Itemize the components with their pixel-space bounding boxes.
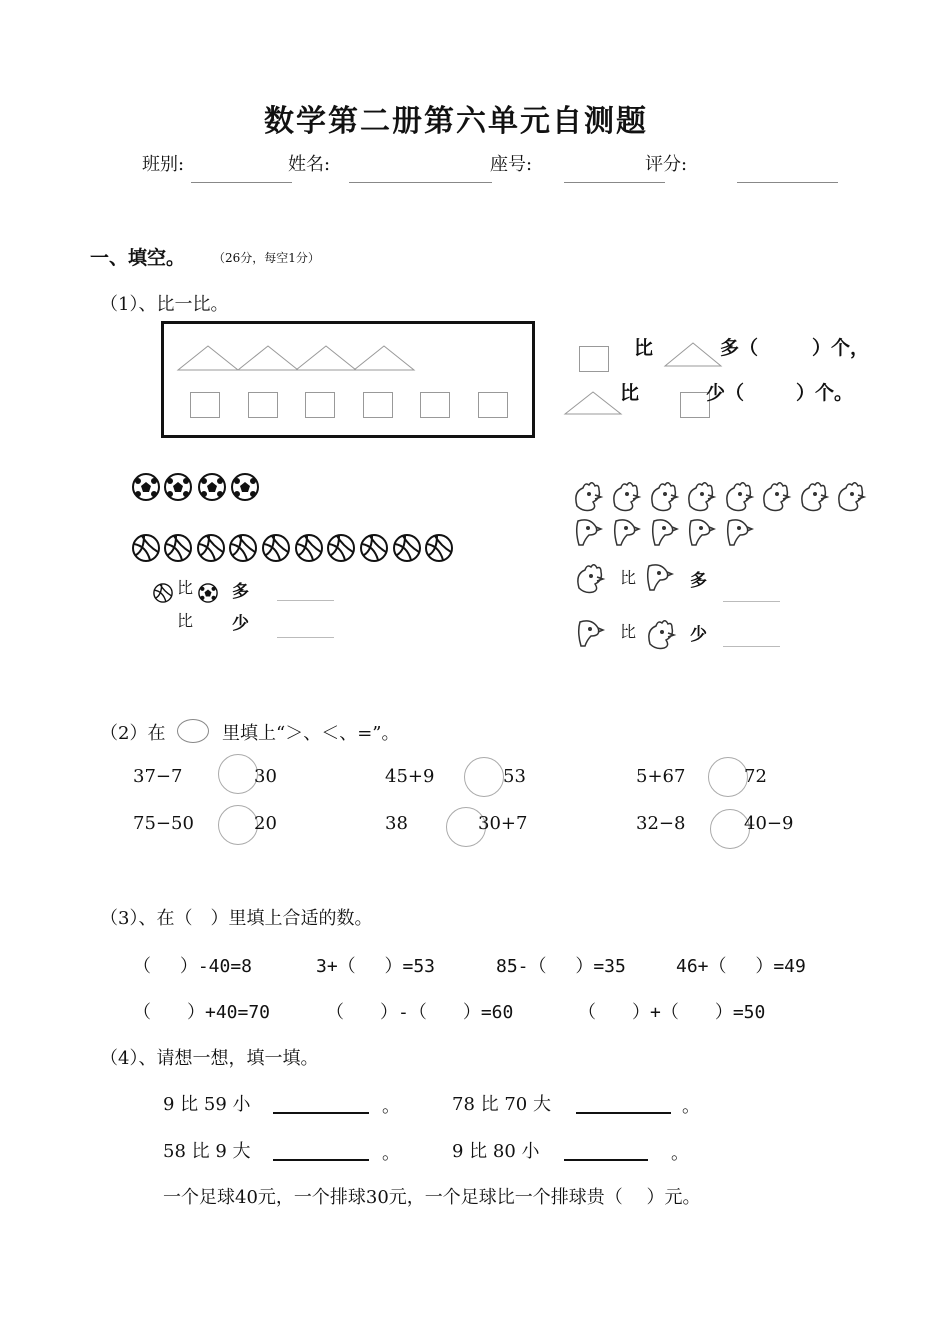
seat-field[interactable] <box>564 182 665 183</box>
q1-line2-shao: 少（ <box>706 382 745 404</box>
q1-line2-bi: 比 <box>620 382 640 404</box>
q2-item-4-left: 75−50 <box>133 813 194 834</box>
birds-answer-2[interactable] <box>723 646 780 647</box>
q2-item-6-left: 32−8 <box>636 813 686 834</box>
q2-item-1-left: 37−7 <box>133 766 183 787</box>
volleyball <box>394 535 420 561</box>
q1-label: （1）、比一比。 <box>100 294 229 315</box>
q4-label: （4）、请想一想，填一填。 <box>100 1048 319 1069</box>
name-field[interactable] <box>349 182 492 183</box>
q3-label: （3）、在（ ）里填上合适的数。 <box>100 908 373 929</box>
q3-eq-4[interactable]: 46+（ ）=49 <box>676 956 806 977</box>
shapes-box <box>161 321 535 438</box>
birds-shao: 少 <box>690 625 707 645</box>
q4-period-3: 。 <box>382 1143 400 1164</box>
q2-item-2-left: 45+9 <box>385 766 435 787</box>
compare-circle-4[interactable] <box>218 805 258 845</box>
birds-bi-2: 比 <box>620 622 637 641</box>
q4-answer-3[interactable] <box>273 1159 369 1161</box>
balls-duo: 多 <box>232 582 249 602</box>
birds-duo: 多 <box>690 571 707 591</box>
balls-shao: 少 <box>232 614 249 634</box>
q4-item-2: 78 比 70 大 <box>452 1094 551 1115</box>
square-5 <box>420 392 450 418</box>
square-2 <box>248 392 278 418</box>
volleyball <box>426 535 452 561</box>
square-4 <box>363 392 393 418</box>
balls-answer-2[interactable] <box>277 637 334 638</box>
q1-line1-bi: 比 <box>634 337 654 359</box>
volleyball <box>263 535 289 561</box>
q4-period-2: 。 <box>682 1096 700 1117</box>
q4-period-4: 。 <box>671 1143 689 1164</box>
q4-last: 一个足球40元，一个排球30元，一个足球比一个排球贵（ ）元。 <box>163 1187 701 1208</box>
q4-answer-1[interactable] <box>273 1112 369 1114</box>
class-field[interactable] <box>191 182 292 183</box>
triangles <box>164 324 532 435</box>
q2-item-3-right: 72 <box>744 766 767 787</box>
balls-bi-2: 比 <box>177 611 194 630</box>
score-label: 评分: <box>645 154 688 175</box>
square-icon <box>579 346 609 372</box>
triangle-2 <box>238 346 298 370</box>
q3-eq-6[interactable]: （ ）-（ ）=60 <box>326 1002 514 1023</box>
volleyball <box>198 535 224 561</box>
q4-period-1: 。 <box>382 1096 400 1117</box>
seat-label: 座号: <box>490 154 533 175</box>
section-note: （26分，每空1分） <box>213 251 320 265</box>
q2-item-1-right: 30 <box>254 766 277 787</box>
q1-line2-ge: ）个。 <box>796 382 854 404</box>
q3-eq-7[interactable]: （ ）+（ ）=50 <box>578 1002 766 1023</box>
volleyball <box>133 535 159 561</box>
triangle-4 <box>354 346 414 370</box>
q2-item-4-right: 20 <box>254 813 277 834</box>
volleyball <box>165 535 191 561</box>
birds-illustration <box>570 470 870 660</box>
triangle-1 <box>178 346 238 370</box>
score-field[interactable] <box>737 182 838 183</box>
q2-item-2-right: 53 <box>503 766 526 787</box>
q3-eq-3[interactable]: 85-（ ）=35 <box>496 956 626 977</box>
q2-label-pre: （2）在 <box>100 723 166 744</box>
volleyball <box>230 535 256 561</box>
birds-bi-1: 比 <box>620 568 637 587</box>
triangle-icon <box>663 340 723 368</box>
compare-circle-3[interactable] <box>708 757 748 797</box>
triangle-icon <box>563 390 623 416</box>
soccer-ball <box>199 474 225 500</box>
square-1 <box>190 392 220 418</box>
q3-eq-5[interactable]: （ ）+40=70 <box>133 1002 271 1023</box>
balls-answer-1[interactable] <box>277 600 334 601</box>
q4-item-4: 9 比 80 小 <box>452 1141 540 1162</box>
square-6 <box>478 392 508 418</box>
square-3 <box>305 392 335 418</box>
q2-item-3-left: 5+67 <box>636 766 686 787</box>
volleyball <box>328 535 354 561</box>
q3-eq-2[interactable]: 3+（ ）=53 <box>316 956 436 977</box>
q3-eq-1[interactable]: （ ）-40=8 <box>133 956 253 977</box>
oval-icon <box>177 719 209 743</box>
q4-answer-2[interactable] <box>576 1112 671 1114</box>
soccer-ball <box>133 474 159 500</box>
q2-label-post: 里填上“＞、＜、=”。 <box>222 723 400 744</box>
q2-item-5-right: 30+7 <box>478 813 528 834</box>
compare-circle-1[interactable] <box>218 754 258 794</box>
q4-answer-4[interactable] <box>564 1159 648 1161</box>
section-heading: 一、填空。 <box>90 247 186 269</box>
q1-line1-duo: 多（ <box>720 337 759 359</box>
soccer-ball <box>165 474 191 500</box>
q2-item-6-right: 40−9 <box>744 813 794 834</box>
triangle-3 <box>296 346 356 370</box>
birds-answer-1[interactable] <box>723 601 780 602</box>
compare-circle-2[interactable] <box>464 757 504 797</box>
q4-item-1: 9 比 59 小 <box>163 1094 251 1115</box>
volleyball <box>361 535 387 561</box>
q4-item-3: 58 比 9 大 <box>163 1141 251 1162</box>
name-label: 姓名: <box>288 154 331 175</box>
class-label: 班别: <box>142 154 185 175</box>
q1-line1-ge: ）个， <box>812 337 870 359</box>
q2-item-5-left: 38 <box>385 813 408 834</box>
page-title: 数学第二册第六单元自测题 <box>264 104 648 139</box>
balls-bi-1: 比 <box>177 578 194 597</box>
soccer-ball <box>232 474 258 500</box>
volleyball <box>296 535 322 561</box>
